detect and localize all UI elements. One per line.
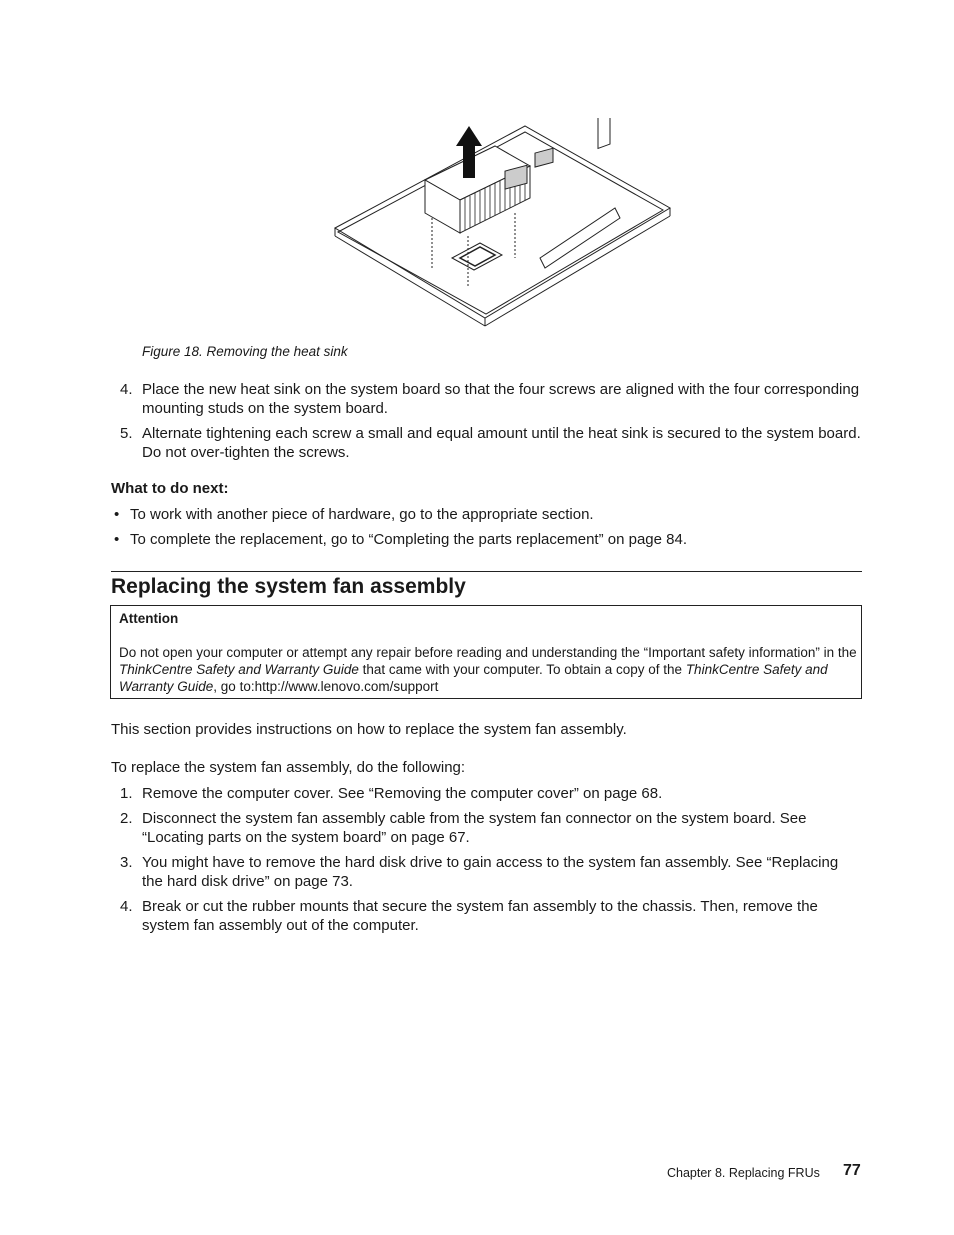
steps-list-a — [112, 380, 862, 468]
section-divider — [111, 571, 862, 572]
section-title: Replacing the system fan assembly — [111, 575, 466, 598]
list-item: 4. Break or cut the rubber mounts that secure the system fan assembly to the chassis. Then, remove the system fan assembly out of the computer. — [120, 898, 818, 934]
heat-sink-illustration — [330, 118, 675, 328]
what-to-do-next-heading: What to do next: — [111, 480, 229, 497]
lead-paragraph: To replace the system fan assembly, do the following: — [111, 759, 466, 776]
list-item: • To complete the replacement, go to “Completing the parts replacement” on page 84. — [114, 531, 687, 548]
attention-text: Do not open your computer or attempt any repair before reading and understanding the “Important safety information” in the ThinkCentre Safety and Warranty Guide that came with your computer. To obtain a copy of the ThinkCentre Safety and Warranty Guide, go to:http://www.lenovo.com/support — [119, 645, 857, 694]
list-item: 3. You might have to remove the hard disk drive to gain access to the system fan assembly. See “Replacing the hard disk drive” on page 73. — [120, 854, 839, 890]
page-number: 77 — [843, 1162, 861, 1179]
footer-chapter: Chapter 8. Replacing FRUs — [667, 1166, 820, 1180]
attention-box — [110, 605, 862, 699]
attention-title: Attention — [119, 611, 179, 626]
intro-paragraph: This section provides instructions on how to replace the system fan assembly. — [111, 721, 627, 738]
figure-caption: Figure 18. Removing the heat sink — [142, 344, 348, 359]
next-steps-list — [112, 505, 862, 555]
list-item: • To work with another piece of hardware, go to the appropriate section. — [114, 506, 594, 523]
list-item: 5. Alternate tightening each screw a small and equal amount until the heat sink is secured to the system board. Do not over-tighten the screws. — [120, 425, 861, 461]
list-item: 1. Remove the computer cover. See “Removing the computer cover” on page 68. — [120, 785, 663, 802]
steps-list-b — [112, 784, 862, 941]
list-item: 2. Disconnect the system fan assembly cable from the system fan connector on the system board. See “Locating parts on the system board” on page 67. — [120, 810, 807, 846]
list-item: 4. Place the new heat sink on the system board so that the four screws are aligned with the four corresponding mounting studs on the system board. — [120, 381, 860, 417]
